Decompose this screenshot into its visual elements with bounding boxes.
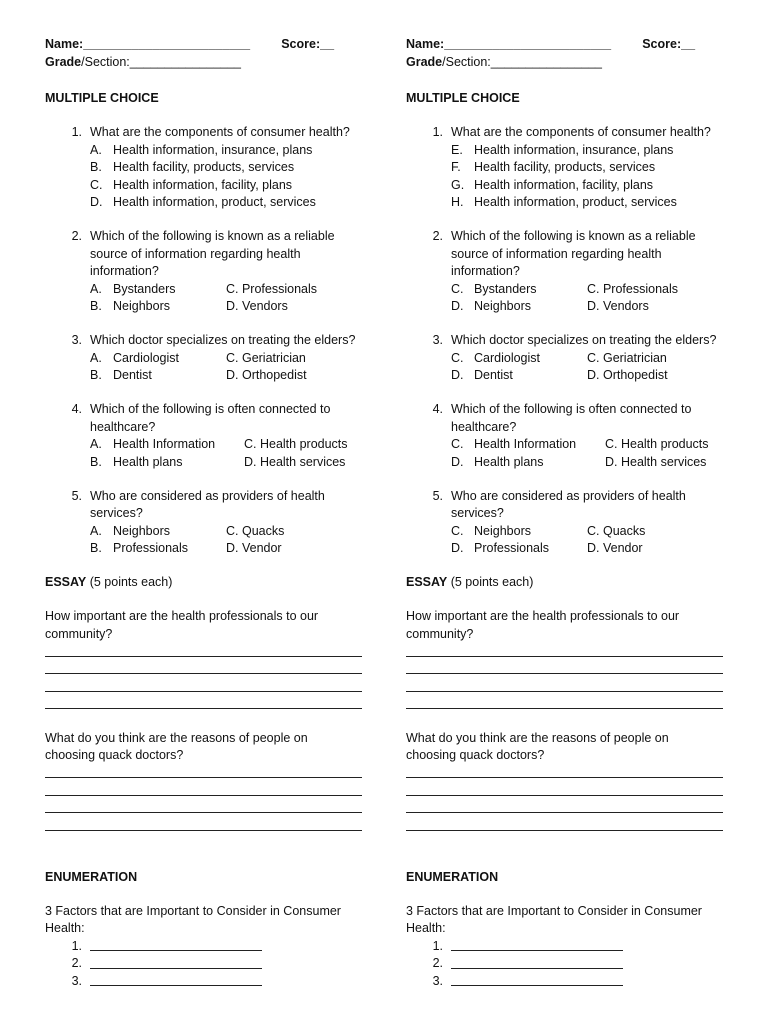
- essay-question-text: What do you think are the reasons of people on: [45, 730, 308, 745]
- option-row: [451, 350, 736, 368]
- option-letter: A.: [90, 142, 102, 157]
- question: [406, 401, 736, 471]
- multiple-choice-title: MULTIPLE CHOICE: [406, 91, 520, 105]
- essay-question-text: choosing quack doctors?: [406, 748, 545, 762]
- option: [90, 540, 226, 558]
- enumeration-prompt-text: Health:: [406, 921, 446, 935]
- enumeration-blank[interactable]: [451, 955, 623, 973]
- section-label: /Section:: [81, 54, 130, 69]
- question-number: 2.: [71, 229, 82, 243]
- question-body: [90, 228, 375, 316]
- question-body: [90, 488, 375, 558]
- question-text: Which doctor specializes on treating the elders?: [90, 333, 356, 347]
- score-label: Score:: [642, 37, 682, 51]
- essay-question-text: What do you think are the reasons of people on: [406, 730, 669, 745]
- question: [45, 124, 375, 212]
- option: [90, 177, 292, 195]
- option-text: Neighbors: [113, 523, 170, 538]
- question: [406, 332, 736, 385]
- question-number: 1.: [71, 125, 82, 139]
- option-row: [451, 367, 736, 385]
- worksheet-left: [45, 36, 375, 990]
- option-row: [451, 177, 736, 195]
- score-blank: __: [681, 37, 696, 51]
- option: [90, 367, 226, 385]
- option: [451, 142, 673, 160]
- option: C. Quacks: [226, 523, 285, 538]
- grade-label: Grade: [45, 54, 82, 69]
- essay-question-text: choosing quack doctors?: [45, 748, 184, 762]
- question-text: What are the components of consumer health?: [451, 125, 711, 139]
- enumeration-blank[interactable]: [451, 938, 623, 956]
- option-row: [451, 159, 736, 177]
- question-text: services?: [451, 506, 504, 520]
- option-text: Health information, product, services: [474, 195, 677, 209]
- answer-line[interactable]: [45, 765, 362, 783]
- option-text: Neighbors: [474, 523, 531, 538]
- question-body: [90, 401, 375, 471]
- answer-line[interactable]: [45, 817, 362, 835]
- enumeration-number: 2.: [71, 956, 82, 970]
- option: D. Orthopedist: [587, 368, 668, 382]
- answer-line[interactable]: [45, 782, 362, 800]
- option-letter: A.: [90, 523, 102, 538]
- option-text: Dentist: [474, 368, 513, 382]
- option-letter: D.: [451, 368, 464, 382]
- essay-title: ESSAY: [406, 575, 448, 589]
- option: [90, 298, 226, 316]
- option-letter: B.: [90, 454, 102, 469]
- option-letter: B.: [90, 160, 102, 174]
- question: [406, 488, 736, 558]
- option: [90, 194, 316, 212]
- option-text: Cardiologist: [474, 350, 541, 365]
- enumeration-prompt-text: Health:: [45, 921, 85, 935]
- option: [451, 350, 587, 368]
- option-text: Health Information: [113, 437, 216, 451]
- enumeration-prompt: [45, 903, 375, 991]
- option: [90, 523, 226, 541]
- answer-line[interactable]: [45, 678, 362, 696]
- option: D. Vendors: [226, 299, 288, 313]
- question: [406, 228, 736, 316]
- section-blank: ________________: [490, 54, 603, 69]
- question-text: Which of the following is known as a reliable: [451, 229, 696, 243]
- name-label: Name:: [45, 37, 84, 51]
- answer-line[interactable]: [45, 661, 362, 679]
- enumeration-blank[interactable]: [90, 955, 262, 973]
- option: C. Quacks: [587, 523, 646, 538]
- essay-question-text: community?: [406, 626, 474, 641]
- enumeration-item: [45, 955, 375, 973]
- option-row: [451, 436, 736, 454]
- name-label: Name:: [406, 37, 445, 51]
- answer-lines: [45, 643, 362, 713]
- question-text: healthcare?: [90, 419, 156, 434]
- grade-label: Grade: [406, 54, 443, 69]
- option-row: [451, 281, 736, 299]
- question-text: What are the components of consumer health?: [90, 125, 350, 139]
- option: [451, 281, 587, 299]
- option-text: Cardiologist: [113, 350, 180, 365]
- option-row: [90, 177, 375, 195]
- answer-line[interactable]: [45, 696, 362, 714]
- option: [90, 142, 312, 160]
- question-body: [451, 332, 736, 385]
- option: D. Vendor: [226, 541, 282, 555]
- option-letter: D.: [90, 195, 103, 209]
- question-number: 3.: [71, 333, 82, 347]
- option-letter: B.: [90, 299, 102, 313]
- answer-line[interactable]: [406, 678, 723, 696]
- option-text: Health plans: [113, 454, 183, 469]
- option-row: [90, 298, 375, 316]
- enumeration-item: [45, 938, 375, 956]
- question-text: services?: [90, 506, 143, 520]
- enumeration-number: 3.: [71, 973, 82, 988]
- option-text: Health information, product, services: [113, 195, 316, 209]
- enumeration-number: 3.: [432, 973, 443, 988]
- answer-line[interactable]: [406, 817, 723, 835]
- enumeration-item: [406, 973, 736, 991]
- essay-heading: [406, 574, 736, 592]
- option: [451, 436, 605, 454]
- question: [45, 488, 375, 558]
- answer-lines: [406, 765, 723, 835]
- option-letter: B.: [90, 541, 102, 555]
- question-text: Which of the following is often connected to: [90, 402, 331, 416]
- essay-points: (5 points each): [447, 575, 534, 589]
- answer-line[interactable]: [406, 800, 723, 818]
- question-text: source of information regarding health: [451, 246, 662, 261]
- option-letter: D.: [451, 541, 464, 555]
- option-letter: C.: [451, 281, 464, 296]
- option: [90, 454, 244, 472]
- option: [451, 298, 587, 316]
- enumeration-blank[interactable]: [90, 938, 262, 956]
- answer-line[interactable]: [45, 800, 362, 818]
- essay-question-text: How important are the health professionals to our: [406, 609, 680, 623]
- option-text: Health Information: [474, 437, 577, 451]
- essay-question-text: How important are the health professionals to our: [45, 609, 319, 623]
- answer-line[interactable]: [406, 765, 723, 783]
- name-row: [406, 36, 736, 54]
- option: D. Health services: [244, 454, 346, 469]
- option-row: [90, 454, 375, 472]
- answer-line[interactable]: [406, 661, 723, 679]
- essay-heading: [45, 574, 375, 592]
- option: [451, 540, 587, 558]
- question-number: 4.: [432, 402, 443, 416]
- option-text: Health information, insurance, plans: [113, 142, 313, 157]
- answer-line[interactable]: [45, 643, 362, 661]
- option-letter: E.: [451, 142, 463, 157]
- option: [451, 523, 587, 541]
- essay-question: [45, 730, 375, 835]
- option-row: [90, 436, 375, 454]
- enumeration-title: ENUMERATION: [406, 869, 499, 884]
- option-letter: C.: [451, 437, 464, 451]
- essay-question-text: community?: [45, 626, 113, 641]
- question-number: 5.: [432, 488, 443, 503]
- option-text: Dentist: [113, 368, 152, 382]
- score-blank: __: [320, 37, 335, 51]
- option-row: [451, 540, 736, 558]
- answer-lines: [406, 643, 723, 713]
- enumeration-number: 1.: [71, 938, 82, 953]
- question-number: 2.: [432, 229, 443, 243]
- grade-section-row: [45, 54, 375, 72]
- option-letter: A.: [90, 350, 102, 365]
- option: C. Professionals: [226, 281, 318, 296]
- question-text: source of information regarding health: [90, 246, 301, 261]
- option: C. Health products: [605, 437, 709, 451]
- grade-section-row: [406, 54, 736, 72]
- option-letter: C.: [90, 177, 103, 192]
- section-label: /Section:: [442, 54, 491, 69]
- question-text: information?: [451, 264, 520, 278]
- question-body: [90, 332, 375, 385]
- question-text: Which of the following is often connected to: [451, 402, 692, 416]
- enumeration-prompt-text: 3 Factors that are Important to Consider in Consumer: [406, 903, 702, 918]
- question-number: 4.: [71, 402, 82, 416]
- option-letter: A.: [90, 437, 102, 451]
- option-row: [451, 523, 736, 541]
- option-text: Health plans: [474, 454, 544, 469]
- question: [45, 401, 375, 471]
- worksheet-right: [406, 36, 736, 990]
- option-text: Neighbors: [474, 299, 531, 313]
- option: [90, 436, 244, 454]
- option-letter: G.: [451, 177, 465, 192]
- option: D. Vendor: [587, 541, 643, 555]
- option: C. Geriatrician: [587, 350, 667, 365]
- question-body: [451, 401, 736, 471]
- option: [451, 159, 655, 177]
- essay-question: [406, 730, 736, 835]
- enumeration-number: 2.: [432, 956, 443, 970]
- name-blank: ________________________: [83, 37, 251, 51]
- option-row: [90, 540, 375, 558]
- option-text: Bystanders: [474, 281, 537, 296]
- essay-question: [45, 608, 375, 713]
- option: C. Health products: [244, 437, 348, 451]
- option-row: [90, 194, 375, 212]
- option-text: Professionals: [474, 541, 550, 555]
- enumeration-title: ENUMERATION: [45, 869, 138, 884]
- question-body: [451, 228, 736, 316]
- enumeration-item: [45, 973, 375, 991]
- enumeration-blank[interactable]: [451, 973, 623, 991]
- name-row: [45, 36, 375, 54]
- option-text: Health information, facility, plans: [474, 177, 654, 192]
- option-text: Bystanders: [113, 281, 176, 296]
- multiple-choice-title: MULTIPLE CHOICE: [45, 91, 159, 105]
- question-body: [451, 124, 736, 212]
- enumeration-blank[interactable]: [90, 973, 262, 991]
- question-number: 1.: [432, 125, 443, 139]
- option-row: [451, 454, 736, 472]
- option: D. Orthopedist: [226, 368, 307, 382]
- score-label: Score:: [281, 37, 321, 51]
- question: [45, 228, 375, 316]
- option: [451, 454, 605, 472]
- option: D. Health services: [605, 454, 707, 469]
- option-text: Neighbors: [113, 299, 170, 313]
- option-letter: C.: [451, 350, 464, 365]
- enumeration-prompt-text: 3 Factors that are Important to Consider in Consumer: [45, 903, 341, 918]
- enumeration-item: [406, 938, 736, 956]
- essay-title: ESSAY: [45, 575, 87, 589]
- question-text: information?: [90, 264, 159, 278]
- option-row: [451, 298, 736, 316]
- option-text: Health facility, products, services: [474, 160, 656, 174]
- answer-line[interactable]: [406, 696, 723, 714]
- answer-line[interactable]: [406, 643, 723, 661]
- option-letter: D.: [451, 454, 464, 469]
- option: [451, 367, 587, 385]
- option: C. Geriatrician: [226, 350, 306, 365]
- question-text: Who are considered as providers of health: [90, 488, 325, 503]
- option-row: [90, 350, 375, 368]
- essay-points: (5 points each): [86, 575, 173, 589]
- enumeration-prompt: [406, 903, 736, 991]
- option-row: [90, 159, 375, 177]
- essay-question: [406, 608, 736, 713]
- option-letter: D.: [451, 299, 464, 313]
- question-body: [90, 124, 375, 212]
- question: [406, 124, 736, 212]
- option-letter: A.: [90, 281, 102, 296]
- option-letter: H.: [451, 195, 464, 209]
- option: D. Vendors: [587, 299, 649, 313]
- option-row: [90, 142, 375, 160]
- option: [90, 281, 226, 299]
- option: C. Professionals: [587, 281, 679, 296]
- option-row: [451, 194, 736, 212]
- option-letter: F.: [451, 160, 461, 174]
- option: [90, 350, 226, 368]
- option-text: Health information, facility, plans: [113, 177, 293, 192]
- option-text: Professionals: [113, 541, 189, 555]
- option-row: [90, 523, 375, 541]
- question-number: 5.: [71, 488, 82, 503]
- option-row: [451, 142, 736, 160]
- option: [451, 177, 653, 195]
- option-letter: B.: [90, 368, 102, 382]
- option-row: [90, 367, 375, 385]
- question-text: Who are considered as providers of health: [451, 488, 686, 503]
- question-text: Which doctor specializes on treating the elders?: [451, 333, 717, 347]
- option-text: Health facility, products, services: [113, 160, 295, 174]
- section-blank: ________________: [129, 54, 242, 69]
- question-text: Which of the following is known as a reliable: [90, 229, 335, 243]
- name-blank: ________________________: [444, 37, 612, 51]
- option-row: [90, 281, 375, 299]
- enumeration-number: 1.: [432, 938, 443, 953]
- question: [45, 332, 375, 385]
- question-body: [451, 488, 736, 558]
- question-text: healthcare?: [451, 419, 517, 434]
- option-letter: C.: [451, 523, 464, 538]
- enumeration-item: [406, 955, 736, 973]
- option: [90, 159, 294, 177]
- option-text: Health information, insurance, plans: [474, 142, 674, 157]
- answer-lines: [45, 765, 362, 835]
- option: [451, 194, 677, 212]
- question-number: 3.: [432, 333, 443, 347]
- answer-line[interactable]: [406, 782, 723, 800]
